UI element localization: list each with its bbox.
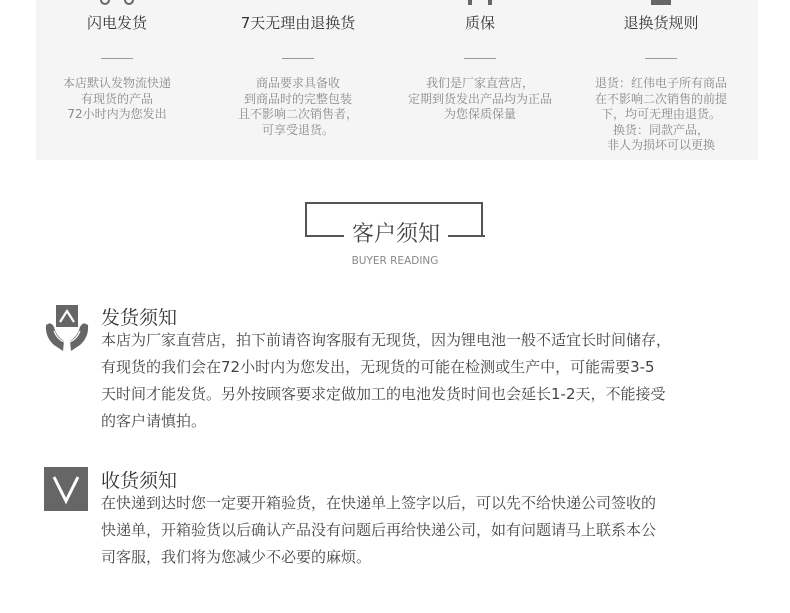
feature-title: 质保 (464, 14, 495, 32)
feature-description (208, 76, 388, 138)
section-subtitle: BUYER READING (351, 255, 439, 267)
notice-line: 有现货的我们会在72小时内为您发出，无现货的可能在检测或生产中，可能需要3-5 (101, 358, 655, 376)
notice-title: 收货须知 (101, 470, 178, 492)
feature-desc-line: 到商品时的完整包装 (243, 91, 352, 106)
feature-desc-line: 定期到货发出产品均为正品 (407, 91, 552, 106)
lightning-icon (97, 0, 137, 6)
notice-body (101, 490, 741, 571)
feature-desc-line: 72小时内为您发出 (67, 107, 167, 121)
feature-desc-line: 下，均可无理由退货。 (600, 107, 721, 121)
feature-description (571, 76, 751, 154)
feature-divider (645, 58, 677, 59)
rules-icon (641, 0, 681, 6)
feature-description (390, 76, 570, 123)
checkmark-v-icon (44, 467, 88, 511)
feature-desc-line: 可享受退货。 (261, 122, 334, 137)
section-frame-line (305, 235, 345, 237)
notice-line: 的客户请慎拍。 (101, 412, 207, 430)
feature-desc-line: 有现货的产品 (80, 91, 153, 106)
notice-line: 天时间才能发货。另外按顾客要求定做加工的电池发货时间也会延长1-2天，不能接受 (101, 385, 666, 403)
notice-line: 在快递到达时您一定要开箱验货，在快递单上签字以后，可以先不给快递公司签收的 (101, 494, 657, 512)
feature-description (27, 76, 207, 123)
feature-desc-line: 商品要求具备收 (255, 76, 340, 90)
notice-line: 司客服，我们将为您减少不必要的麻烦。 (101, 548, 372, 566)
section-title: 客户须知 (344, 219, 448, 251)
feature-desc-line: 为您保质保量 (443, 107, 516, 121)
feature-title: 退换货规则 (623, 14, 699, 32)
feature-desc-line: 且不影响二次销售者， (237, 107, 358, 121)
feature-desc-line: 非人为损坏可以更换 (606, 138, 715, 152)
notice-title: 发货须知 (101, 307, 178, 329)
feature-title: 闪电发货 (86, 14, 147, 32)
notice-body (101, 327, 741, 435)
section-frame-line (446, 235, 485, 237)
hands-shipping-icon (44, 305, 90, 351)
feature-desc-line: 在不影响二次销售的前提 (594, 91, 727, 106)
feature-desc-line: 本店默认发物流快递 (62, 76, 171, 90)
feature-divider (101, 58, 133, 59)
notice-line: 快递单，开箱验货以后确认产品没有问题后再给快递公司，如有问题请马上联系本公 (101, 521, 657, 539)
feature-divider (464, 58, 496, 59)
feature-desc-line: 退货：红伟电子所有商品 (594, 76, 727, 90)
feature-title: 7天无理由退换货 (240, 14, 356, 32)
feature-desc-line: 我们是厂家直营店， (425, 76, 534, 90)
shield-icon (460, 0, 500, 6)
feature-divider (282, 58, 314, 59)
feature-desc-line: 换货：同款产品， (612, 122, 709, 137)
notice-line: 本店为厂家直营店，拍下前请咨询客服有无现货，因为锂电池一般不适宜长时间储存， (101, 331, 672, 349)
